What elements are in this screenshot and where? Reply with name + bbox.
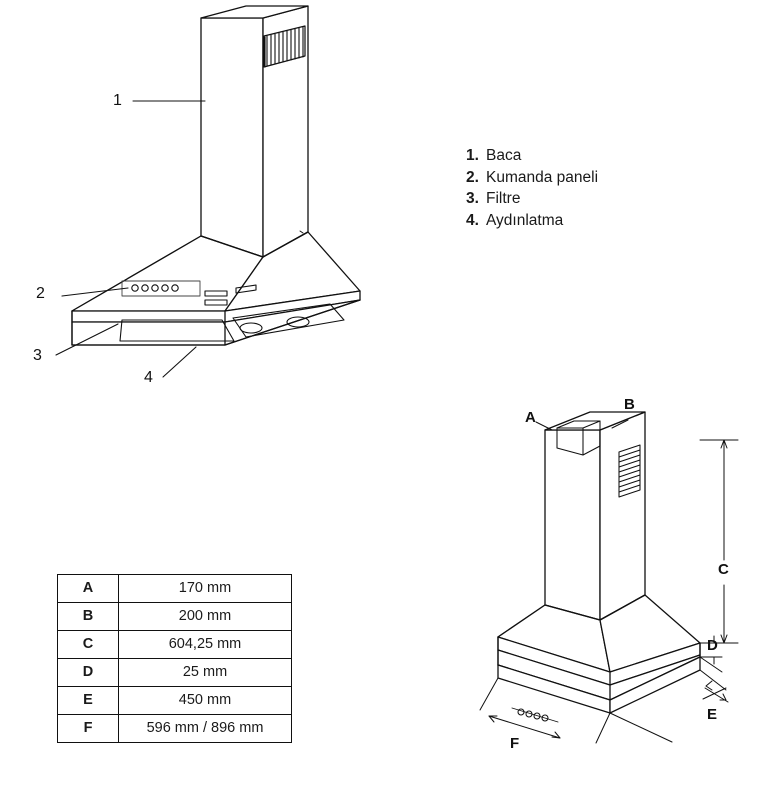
- legend-item: [466, 188, 726, 210]
- hood-dimension-drawing: [498, 412, 700, 722]
- legend-item-label: Baca: [486, 147, 522, 164]
- dimension-key: F: [58, 715, 119, 743]
- table-row: [58, 603, 292, 631]
- dimension-key: C: [58, 631, 119, 659]
- legend-item-number: 3.: [466, 190, 479, 207]
- legend-item: [466, 145, 726, 167]
- dimension-value: 596 mm / 896 mm: [119, 715, 292, 743]
- dimension-value: 450 mm: [119, 687, 292, 715]
- legend-item: [466, 210, 726, 232]
- dimension-label-d: D: [707, 637, 718, 654]
- legend-item-label: Kumanda paneli: [486, 168, 599, 186]
- table-row: [58, 631, 292, 659]
- dimension-table: [57, 574, 292, 743]
- dimension-value: 25 mm: [119, 659, 292, 687]
- callout-4: 4: [144, 369, 153, 386]
- dimension-label-e: E: [707, 706, 718, 723]
- dimension-label-c: C: [718, 561, 729, 578]
- legend-item-number: 1.: [466, 147, 479, 164]
- dimension-value: 200 mm: [119, 603, 292, 631]
- dimension-value: 604,25 mm: [119, 631, 292, 659]
- legend-item-label: Aydınlatma: [486, 211, 564, 229]
- dimension-label-f: F: [510, 735, 520, 752]
- legend-item-number: 4.: [466, 211, 479, 229]
- table-row: [58, 575, 292, 603]
- dimension-value: 170 mm: [119, 575, 292, 603]
- dimension-key: D: [58, 659, 119, 687]
- table-row: [58, 659, 292, 687]
- parts-legend: [466, 145, 726, 231]
- legend-item: [466, 167, 726, 189]
- legend-item-label: Filtre: [486, 190, 521, 207]
- table-row: [58, 687, 292, 715]
- dimension-label-b: B: [624, 396, 635, 413]
- callout-1: 1: [113, 92, 122, 109]
- table-row: [58, 715, 292, 743]
- dimension-key: A: [58, 575, 119, 603]
- callout-2: 2: [36, 285, 45, 302]
- callout-3: 3: [33, 347, 42, 364]
- hood-perspective-drawing: [72, 6, 360, 345]
- legend-item-number: 2.: [466, 168, 479, 186]
- dimension-label-a: A: [525, 409, 536, 426]
- dimension-key: B: [58, 603, 119, 631]
- dimension-key: E: [58, 687, 119, 715]
